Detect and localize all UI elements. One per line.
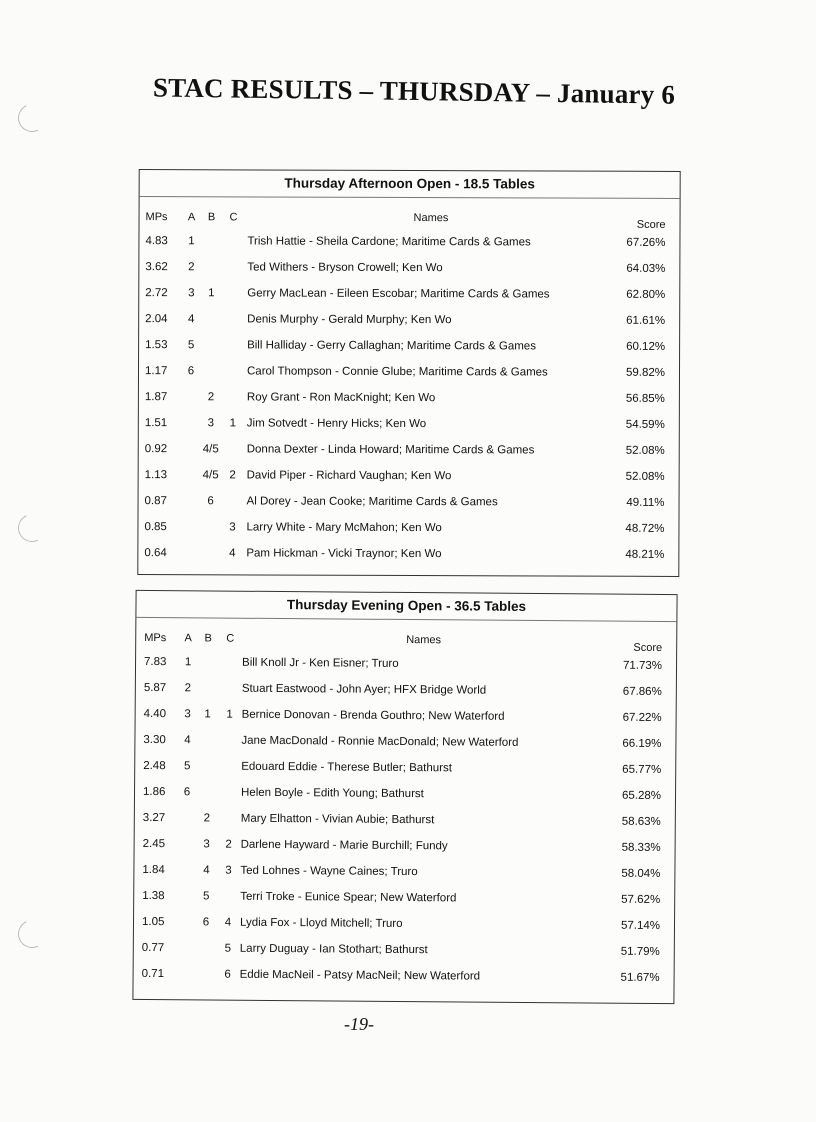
names-cell: Terri Troke - Eunice Spear; New Waterford bbox=[240, 890, 457, 905]
b-rank-cell: 1 bbox=[204, 708, 211, 721]
names-cell: Jane MacDonald - Ronnie MacDonald; New Waterford bbox=[241, 734, 519, 749]
c-rank-cell: 2 bbox=[225, 838, 232, 851]
col-names: Names bbox=[406, 634, 442, 647]
names-cell: Carol Thompson - Connie Glube; Maritime Cards & Games bbox=[246, 365, 548, 379]
evening-header-row bbox=[136, 618, 676, 655]
mps-cell: 2.04 bbox=[145, 313, 168, 326]
score-cell: 58.04% bbox=[621, 867, 661, 881]
names-cell: Gerry MacLean - Eileen Escobar; Maritime Cards & Games bbox=[247, 287, 550, 301]
table-row bbox=[139, 357, 679, 385]
mps-cell: 1.05 bbox=[141, 915, 165, 929]
b-rank-cell: 3 bbox=[207, 417, 215, 430]
hole-punch-mark bbox=[14, 510, 50, 546]
score-cell: 65.77% bbox=[622, 763, 662, 777]
c-rank-cell: 3 bbox=[225, 864, 232, 877]
table-row bbox=[138, 539, 678, 567]
mps-cell: 4.40 bbox=[143, 707, 167, 721]
col-b: B bbox=[204, 632, 212, 645]
table-row bbox=[139, 279, 679, 307]
score-cell: 62.80% bbox=[626, 288, 666, 301]
table-row bbox=[139, 435, 679, 463]
a-rank-cell: 3 bbox=[184, 708, 191, 721]
names-cell: Trish Hattie - Sheila Cardone; Maritime Cards & Games bbox=[247, 235, 531, 249]
score-cell: 58.33% bbox=[621, 841, 661, 855]
names-cell: Darlene Hayward - Marie Burchill; Fundy bbox=[240, 838, 448, 853]
names-cell: Donna Dexter - Linda Howard; Maritime Cards & Games bbox=[246, 443, 535, 457]
evening-table-title: Thursday Evening Open - 36.5 Tables bbox=[136, 591, 676, 622]
b-rank-cell: 4 bbox=[203, 864, 210, 877]
names-cell: Larry Duguay - Ian Stothart; Bathurst bbox=[239, 942, 428, 957]
score-cell: 59.82% bbox=[625, 366, 666, 379]
a-rank-cell: 1 bbox=[188, 235, 195, 248]
col-score: Score bbox=[633, 641, 663, 655]
c-rank-cell: 1 bbox=[226, 708, 233, 721]
names-cell: David Piper - Richard Vaughan; Ken Wo bbox=[246, 469, 452, 483]
score-cell: 71.73% bbox=[622, 659, 663, 673]
table-row bbox=[134, 960, 674, 990]
names-cell: Denis Murphy - Gerald Murphy; Ken Wo bbox=[247, 313, 452, 327]
a-rank-cell: 5 bbox=[183, 760, 191, 773]
mps-cell: 0.87 bbox=[144, 495, 167, 508]
score-cell: 67.26% bbox=[626, 236, 666, 249]
mps-cell: 1.86 bbox=[142, 785, 166, 799]
names-cell: Larry White - Mary McMahon; Ken Wo bbox=[246, 521, 442, 535]
c-rank-cell: 1 bbox=[229, 417, 237, 430]
names-cell: Lydia Fox - Lloyd Mitchell; Truro bbox=[239, 916, 403, 930]
names-cell: Ted Withers - Bryson Crowell; Ken Wo bbox=[247, 261, 443, 275]
mps-cell: 1.13 bbox=[144, 469, 168, 482]
afternoon-table-title: Thursday Afternoon Open - 18.5 Tables bbox=[140, 170, 680, 199]
mps-cell: 0.85 bbox=[144, 521, 167, 534]
c-rank-cell: 3 bbox=[229, 521, 236, 534]
mps-cell: 1.17 bbox=[144, 365, 168, 378]
mps-cell: 5.87 bbox=[143, 681, 167, 695]
score-cell: 60.12% bbox=[626, 340, 666, 353]
table-row bbox=[138, 513, 678, 541]
a-rank-cell: 3 bbox=[188, 287, 195, 300]
mps-cell: 2.72 bbox=[145, 287, 168, 300]
col-b: B bbox=[207, 211, 216, 224]
page-number: -19- bbox=[344, 1014, 374, 1034]
names-cell: Bill Knoll Jr - Ken Eisner; Truro bbox=[242, 656, 399, 670]
a-rank-cell: 2 bbox=[184, 682, 192, 695]
a-rank-cell: 4 bbox=[184, 734, 191, 747]
c-rank-cell: 2 bbox=[229, 469, 236, 482]
table-row bbox=[139, 461, 679, 489]
b-rank-cell: 2 bbox=[207, 391, 215, 404]
b-rank-cell: 2 bbox=[203, 812, 211, 825]
evening-rows bbox=[134, 648, 677, 990]
afternoon-results-table bbox=[137, 169, 680, 577]
col-mps: MPs bbox=[144, 631, 167, 645]
col-score: Score bbox=[636, 218, 666, 231]
a-rank-cell: 6 bbox=[187, 365, 195, 378]
table-row bbox=[139, 409, 679, 437]
mps-cell: 0.92 bbox=[144, 443, 168, 456]
names-cell: Al Dorey - Jean Cooke; Maritime Cards & Games bbox=[246, 495, 498, 509]
a-rank-cell: 1 bbox=[184, 656, 192, 669]
mps-cell: 3.62 bbox=[145, 261, 168, 274]
page-title: STAC RESULTS – THURSDAY – January 6 bbox=[152, 72, 676, 110]
score-cell: 52.08% bbox=[625, 444, 665, 457]
names-cell: Bill Halliday - Gerry Callaghan; Maritime Cards & Games bbox=[247, 339, 536, 353]
score-cell: 56.85% bbox=[625, 392, 665, 405]
mps-cell: 3.30 bbox=[143, 733, 166, 747]
score-cell: 57.62% bbox=[621, 893, 661, 907]
score-cell: 51.79% bbox=[620, 945, 660, 959]
names-cell: Helen Boyle - Edith Young; Bathurst bbox=[240, 786, 424, 801]
score-cell: 49.11% bbox=[626, 496, 665, 509]
mps-cell: 4.83 bbox=[145, 235, 168, 248]
evening-results-table bbox=[132, 590, 677, 1004]
col-a: A bbox=[184, 632, 192, 645]
col-c: C bbox=[229, 211, 238, 224]
col-a: A bbox=[187, 211, 196, 224]
mps-cell: 1.84 bbox=[142, 863, 165, 877]
c-rank-cell: 4 bbox=[224, 916, 232, 929]
names-cell: Eddie MacNeil - Patsy MacNeil; New Waterford bbox=[239, 968, 481, 983]
names-cell: Pam Hickman - Vicki Traynor; Ken Wo bbox=[246, 547, 442, 561]
names-cell: Edouard Eddie - Therese Butler; Bathurst bbox=[241, 760, 453, 775]
mps-cell: 1.51 bbox=[144, 417, 168, 430]
table-row bbox=[139, 383, 679, 411]
mps-cell: 0.77 bbox=[141, 941, 165, 955]
names-cell: Bernice Donovan - Brenda Gouthro; New Waterford bbox=[241, 708, 505, 723]
table-row bbox=[139, 331, 679, 359]
score-cell: 61.61% bbox=[626, 314, 666, 327]
b-rank-cell: 1 bbox=[208, 287, 215, 300]
a-rank-cell: 5 bbox=[187, 339, 195, 352]
names-cell: Roy Grant - Ron MacKnight; Ken Wo bbox=[246, 391, 436, 405]
a-rank-cell: 2 bbox=[188, 261, 195, 274]
score-cell: 67.22% bbox=[622, 711, 662, 725]
score-cell: 52.08% bbox=[625, 470, 665, 483]
names-cell: Jim Sotvedt - Henry Hicks; Ken Wo bbox=[246, 417, 427, 431]
names-cell: Mary Elhatton - Vivian Aubie; Bathurst bbox=[240, 812, 435, 827]
c-rank-cell: 4 bbox=[229, 547, 236, 560]
afternoon-rows bbox=[138, 227, 679, 567]
score-cell: 67.86% bbox=[622, 685, 662, 699]
mps-cell: 2.48 bbox=[143, 759, 166, 773]
score-cell: 58.63% bbox=[621, 815, 661, 829]
names-cell: Stuart Eastwood - John Ayer; HFX Bridge World bbox=[241, 682, 487, 697]
names-cell: Ted Lohnes - Wayne Caines; Truro bbox=[240, 864, 418, 879]
table-row bbox=[139, 305, 679, 333]
mps-cell: 3.27 bbox=[142, 811, 166, 825]
mps-cell: 0.71 bbox=[141, 967, 165, 981]
hole-punch-mark bbox=[14, 100, 50, 136]
mps-cell: 0.64 bbox=[144, 547, 167, 560]
score-cell: 48.72% bbox=[625, 522, 665, 535]
mps-cell: 1.38 bbox=[142, 889, 165, 903]
table-row bbox=[139, 227, 679, 255]
b-rank-cell: 4/5 bbox=[202, 443, 219, 456]
b-rank-cell: 3 bbox=[203, 838, 210, 851]
mps-cell: 1.87 bbox=[144, 391, 168, 404]
b-rank-cell: 5 bbox=[202, 890, 210, 903]
b-rank-cell: 6 bbox=[202, 916, 210, 929]
col-names: Names bbox=[413, 212, 449, 225]
a-rank-cell: 6 bbox=[183, 786, 191, 799]
mps-cell: 2.45 bbox=[142, 837, 166, 851]
afternoon-header-row bbox=[140, 197, 680, 229]
col-c: C bbox=[226, 632, 235, 645]
b-rank-cell: 4/5 bbox=[202, 469, 219, 482]
c-rank-cell: 5 bbox=[224, 942, 232, 955]
score-cell: 64.03% bbox=[626, 262, 666, 275]
score-cell: 48.21% bbox=[625, 548, 665, 561]
mps-cell: 7.83 bbox=[144, 655, 167, 669]
table-row bbox=[139, 487, 679, 515]
score-cell: 54.59% bbox=[625, 418, 665, 431]
score-cell: 57.14% bbox=[620, 919, 661, 933]
c-rank-cell: 6 bbox=[224, 968, 231, 981]
b-rank-cell: 6 bbox=[207, 495, 214, 508]
mps-cell: 1.53 bbox=[145, 339, 168, 352]
score-cell: 65.28% bbox=[621, 789, 662, 803]
a-rank-cell: 4 bbox=[187, 313, 195, 326]
score-cell: 51.67% bbox=[620, 971, 660, 985]
table-row bbox=[139, 253, 679, 281]
hole-punch-mark bbox=[14, 916, 50, 952]
score-cell: 66.19% bbox=[622, 737, 662, 751]
col-mps: MPs bbox=[145, 211, 168, 224]
